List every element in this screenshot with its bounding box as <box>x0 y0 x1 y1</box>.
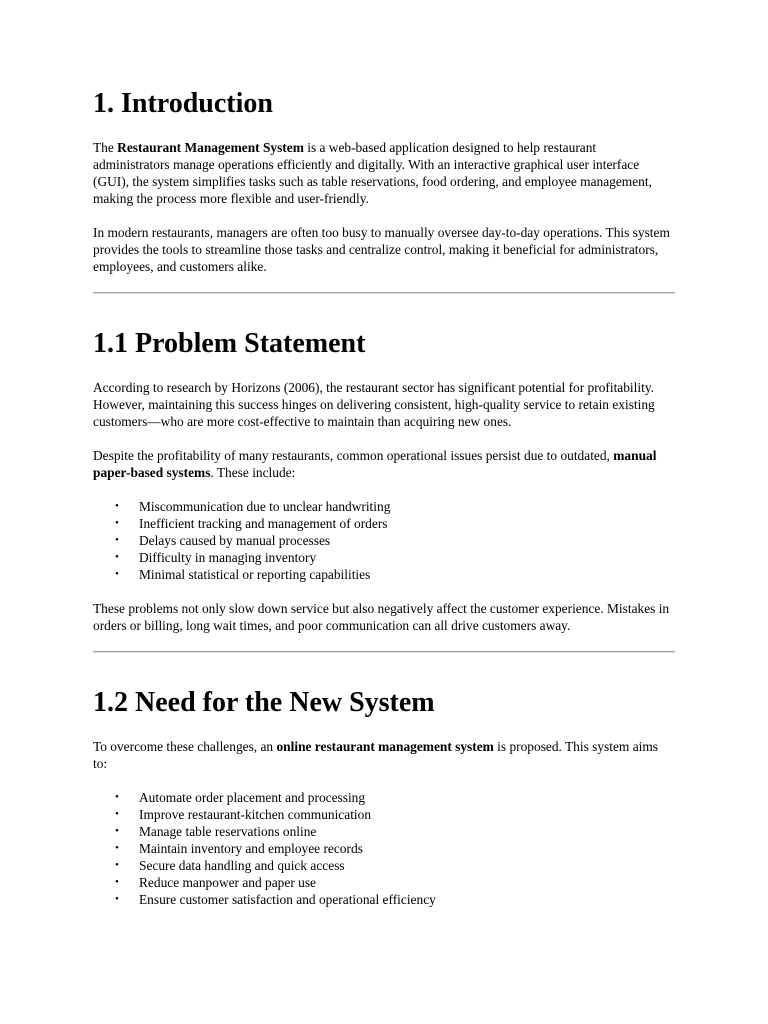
list-item <box>93 549 675 566</box>
problem-statement-heading: 1.1 Problem Statement <box>93 328 366 359</box>
problem-issues-list <box>93 498 675 583</box>
need-p1-text-after: is proposed. This system aims to: <box>93 739 658 771</box>
list-item-text: Reduce manpower and paper use <box>139 875 316 890</box>
problem-paragraph-2 <box>93 447 675 481</box>
document-content <box>93 86 675 908</box>
list-item-text: Inefficient tracking and management of orders <box>139 516 388 531</box>
section-divider <box>93 292 675 294</box>
list-item <box>93 891 675 908</box>
bullet-icon: • <box>115 825 119 837</box>
list-item-text: Improve restaurant-kitchen communication <box>139 807 372 822</box>
list-item <box>93 566 675 583</box>
list-item-text: Maintain inventory and employee records <box>139 841 363 856</box>
bullet-icon: • <box>115 517 119 529</box>
list-item-text: Miscommunication due to unclear handwriting <box>139 499 391 514</box>
ps-p2-text-after: . These include: <box>210 465 296 480</box>
list-item-text: Difficulty in managing inventory <box>139 550 317 565</box>
list-item <box>93 498 675 515</box>
introduction-heading: 1. Introduction <box>93 88 273 119</box>
bullet-icon: • <box>115 842 119 854</box>
problem-paragraph-3: These problems not only slow down service but also negatively affect the customer experience. Mistakes in orders or billing, long wait times, and poor communication can all drive customers away. <box>93 601 670 633</box>
bullet-icon: • <box>115 568 119 580</box>
need-p1-bold-text: online restaurant management system <box>276 739 494 754</box>
ps-p2-text-before: Despite the profitability of many restaurants, common operational issues persist due to outdated, <box>93 448 614 463</box>
list-item <box>93 789 675 806</box>
list-item-text: Manage table reservations online <box>139 824 317 839</box>
list-item <box>93 532 675 549</box>
intro-p1-bold-text: Restaurant Management System <box>117 140 304 155</box>
bullet-icon: • <box>115 893 119 905</box>
bullet-icon: • <box>115 859 119 871</box>
list-item <box>93 515 675 532</box>
list-item <box>93 857 675 874</box>
section-divider <box>93 651 675 653</box>
bullet-icon: • <box>115 534 119 546</box>
list-item-text: Secure data handling and quick access <box>139 858 345 873</box>
list-item <box>93 874 675 891</box>
intro-p1-text-before: The <box>93 140 118 155</box>
bullet-icon: • <box>115 808 119 820</box>
bullet-icon: • <box>115 791 119 803</box>
intro-p1-text-after: is a web-based application designed to help restaurant administrators manage operations efficiently and digitally. With an interactive graphical user interface (GUI), the system simplifies tasks such as table reservations, food ordering, and employee management, making the process more flexible and user-friendly. <box>93 140 652 206</box>
bullet-icon: • <box>115 500 119 512</box>
bullet-icon: • <box>115 876 119 888</box>
list-item <box>93 806 675 823</box>
need-p1-text-before: To overcome these challenges, an <box>93 739 277 754</box>
need-for-new-system-heading: 1.2 Need for the New System <box>93 687 435 718</box>
introduction-paragraph-1 <box>93 139 675 207</box>
introduction-paragraph-2: In modern restaurants, managers are often too busy to manually oversee day-to-day operations. This system provides the tools to streamline those tasks and centralize control, making it beneficial for administrators, employees, and customers alike. <box>93 225 670 274</box>
list-item-text: Automate order placement and processing <box>139 790 366 805</box>
need-paragraph-1 <box>93 738 675 772</box>
ps-p2-bold-text: manual paper-based systems <box>93 448 657 480</box>
problem-paragraph-1: According to research by Horizons (2006), the restaurant sector has significant potential for profitability. However, maintaining this success hinges on delivering consistent, high-quality service to retain existing customers—who are more cost-effective to maintain than acquiring new ones. <box>93 380 655 429</box>
list-item-text: Minimal statistical or reporting capabilities <box>139 567 371 582</box>
list-item-text: Ensure customer satisfaction and operational efficiency <box>139 892 436 907</box>
bullet-icon: • <box>115 551 119 563</box>
list-item <box>93 840 675 857</box>
list-item <box>93 823 675 840</box>
list-item-text: Delays caused by manual processes <box>139 533 331 548</box>
system-aims-list <box>93 789 675 908</box>
